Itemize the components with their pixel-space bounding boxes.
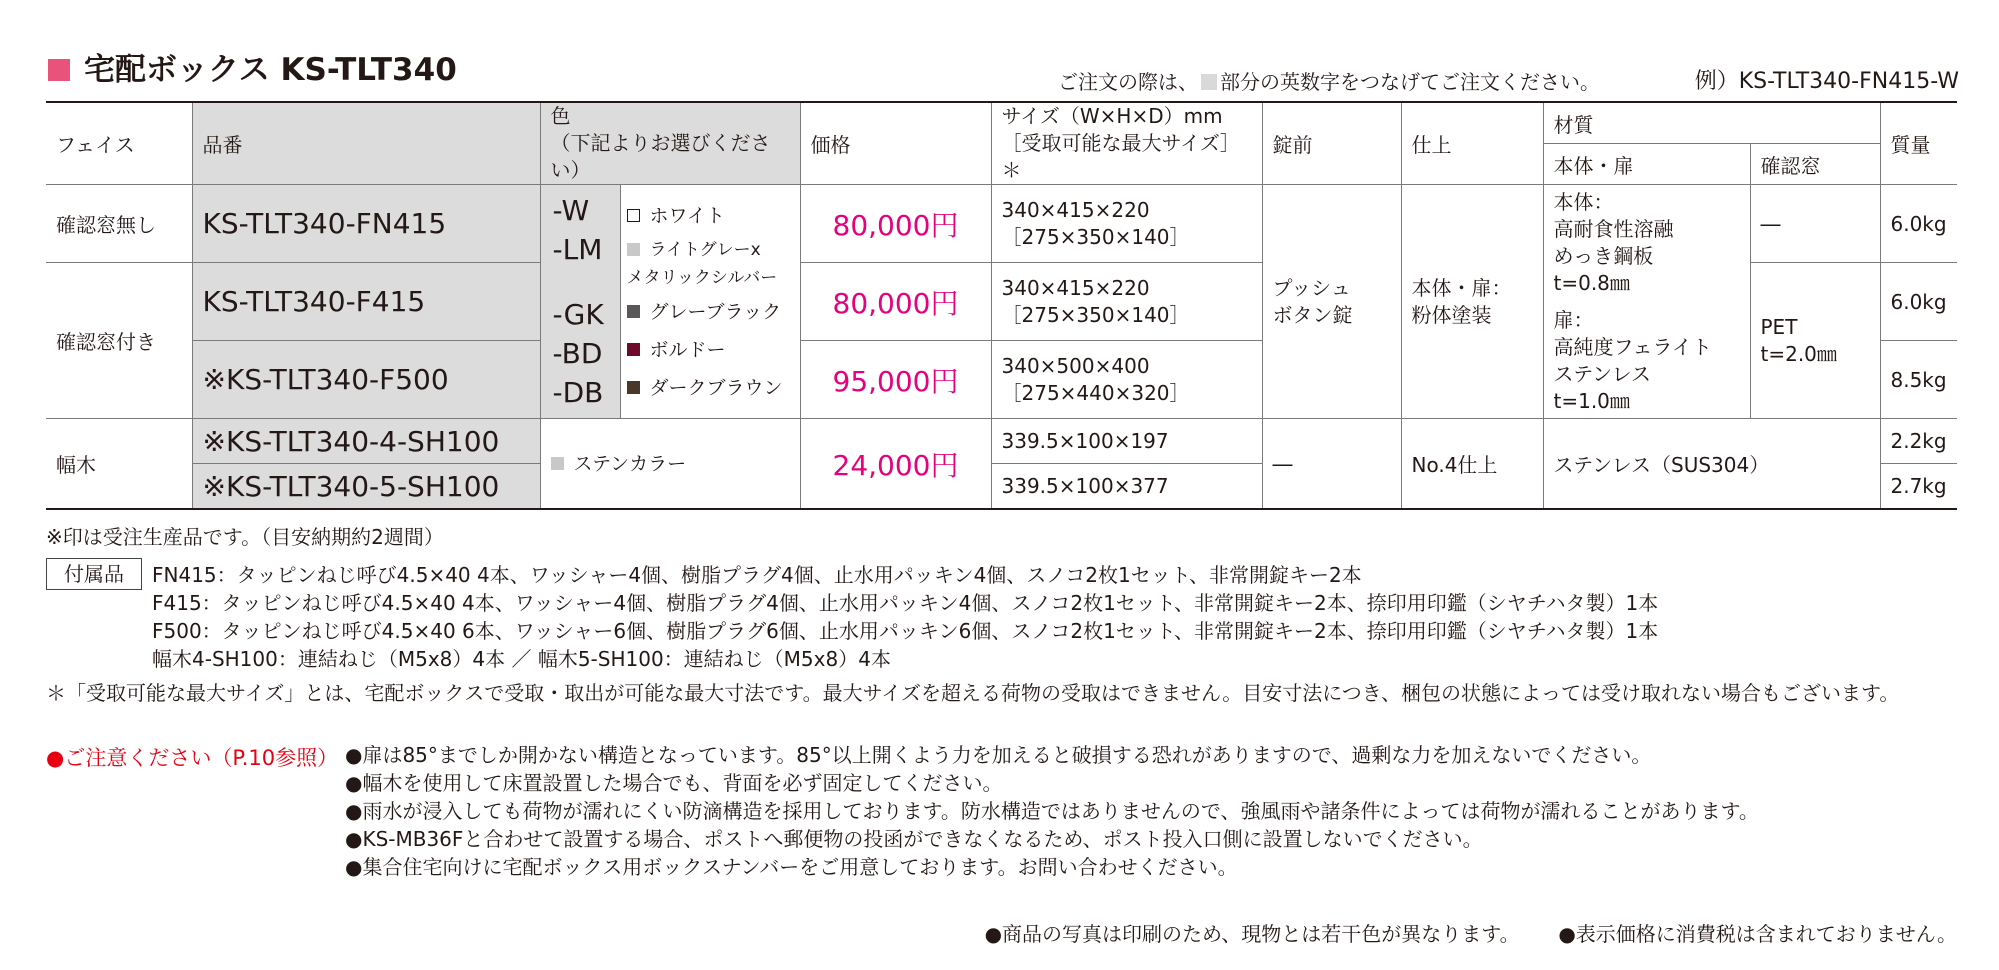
- color-label: ホワイト: [649, 204, 725, 227]
- color-swatch: [627, 343, 640, 356]
- color-code-db: -DB: [552, 376, 604, 409]
- item-no-5: ※KS-TLT340-5-SH100: [192, 464, 540, 510]
- lock-baseboard: ―: [1262, 419, 1401, 510]
- header-size-line1: サイズ（W×H×D）mm: [1001, 104, 1223, 128]
- accessory-label: 付属品: [46, 558, 142, 590]
- size-max: ［275×350×140］: [1001, 302, 1190, 327]
- accessory-line: F500：タッピンねじ呼び4.5×40 6本、ワッシャー6個、樹脂プラグ6個、止水用パッキン6個、スノコ2枚1セット、非常開錠キー2本、捺印用印鑑（シヤチハタ製）1本: [152, 619, 1659, 643]
- size-3: [991, 341, 1262, 419]
- color-label: グレーブラック: [649, 300, 782, 323]
- caution-label: ●ご注意ください（P.10参照）: [46, 746, 339, 770]
- body-material-line: めっき鋼板: [1553, 243, 1654, 268]
- accessory-list: [152, 561, 1658, 673]
- item-no-4: ※KS-TLT340-4-SH100: [192, 419, 540, 464]
- weight-3: 8.5kg: [1880, 341, 1957, 419]
- weight-4: 2.2kg: [1880, 419, 1957, 464]
- header-size-line2: ［受取可能な最大サイズ］＊: [1001, 131, 1240, 182]
- header-window: 確認窓: [1750, 144, 1880, 185]
- color-label: ライトグレーx: [649, 239, 761, 260]
- title-marker: [48, 59, 70, 81]
- window-material-line1: PET: [1760, 314, 1798, 339]
- order-note-pre: ご注文の際は、: [1058, 70, 1198, 94]
- title-text: 宅配ボックス KS-TLT340: [84, 52, 457, 88]
- finish-line2: 粉体塗装: [1411, 302, 1492, 327]
- caution-line: ●幅木を使用して床置設置した場合でも、背面を必ず固定してください。: [345, 771, 1003, 795]
- order-example: 例）KS-TLT340-FN415-W: [1694, 69, 1959, 94]
- color-code-bd: -BD: [552, 337, 603, 370]
- accessory-line: FN415：タッピンねじ呼び4.5×40 4本、ワッシャー4個、樹脂プラグ4個、止水用パッキン4個、スノコ2枚1セット、非常開錠キー2本: [152, 563, 1362, 587]
- header-size: [991, 102, 1262, 185]
- body-material-line: t=0.8㎜: [1553, 270, 1630, 295]
- caution-line: ●扉は85°までしか開かない構造となっています。85°以上開くよう力を加えると破損する恐れがありますので、過剰な力を加えないでください。: [345, 743, 1652, 767]
- header-item-no: 品番: [192, 102, 540, 185]
- body-material-line: 本体：: [1553, 189, 1614, 214]
- header-material: 材質: [1543, 102, 1880, 144]
- spec-table: [46, 101, 1957, 510]
- color-label: ダークブラウン: [649, 376, 783, 399]
- window-material-line2: t=2.0㎜: [1760, 341, 1837, 366]
- accessory-line: F415：タッピンねじ呼び4.5×40 4本、ワッシャー4個、樹脂プラグ4個、止水用パッキン4個、スノコ2枚1セット、非常開錠キー2本、捺印用印鑑（シヤチハタ製）1本: [152, 591, 1659, 615]
- header-price: 価格: [800, 102, 991, 185]
- color-list: [620, 185, 800, 419]
- color-darkbrown: [627, 377, 794, 399]
- header-finish: 仕上: [1401, 102, 1543, 185]
- price-2: 80,000円: [800, 263, 991, 341]
- header-lock: 錠前: [1262, 102, 1401, 185]
- color-code-w: -W: [552, 194, 590, 227]
- header-color-line1: 色: [550, 104, 571, 128]
- size-max: ［275×440×320］: [1001, 380, 1190, 405]
- window-material-pet: [1750, 263, 1880, 419]
- size-5: 339.5×100×377: [991, 464, 1262, 510]
- header-color-line2: （下記よりお選びください）: [550, 131, 771, 182]
- size-dim: 340×415×220: [1001, 275, 1150, 300]
- caution-list: [345, 741, 1759, 881]
- gray-marker: [1201, 74, 1217, 90]
- color-code-lm: -LM: [552, 233, 603, 266]
- face-baseboard: 幅木: [46, 419, 192, 510]
- bottom-notes: [985, 918, 1957, 947]
- weight-2: 6.0kg: [1880, 263, 1957, 341]
- color-swatch: [627, 305, 640, 318]
- order-note-post: 部分の英数字をつなげてご注文ください。: [1220, 70, 1600, 94]
- color-lightgray: [627, 239, 794, 261]
- made-to-order-note: ※印は受注生産品です。（目安納期約2週間）: [46, 525, 444, 549]
- size-1: [991, 185, 1262, 263]
- color-stain: [551, 453, 790, 475]
- order-note: [1058, 66, 1600, 95]
- color-swatch: [627, 381, 640, 394]
- window-material-none: ―: [1750, 185, 1880, 263]
- face-with-window: 確認窓付き: [46, 263, 192, 419]
- header-face: フェイス: [46, 102, 192, 185]
- face-no-window: 確認窓無し: [46, 185, 192, 263]
- item-no-2: KS-TLT340-F415: [192, 263, 540, 341]
- size-dim: 340×415×220: [1001, 197, 1150, 222]
- body-material-line: 高耐食性溶融: [1553, 216, 1674, 241]
- item-no-1: KS-TLT340-FN415: [192, 185, 540, 263]
- stain-color-cell: [540, 419, 800, 510]
- max-size-note: ＊「受取可能な最大サイズ」とは、宅配ボックスで受取・取出が可能な最大寸法です。最大サイズを超える荷物の受取はできません。目安寸法につき、梱包の状態によっては受け取れない場合もございます。: [46, 681, 1900, 705]
- lock-line2: ボタン錠: [1272, 302, 1353, 327]
- price-4: 24,000円: [800, 419, 991, 510]
- color-grayblack: [627, 301, 794, 323]
- weight-5: 2.7kg: [1880, 464, 1957, 510]
- body-material-cell: [1543, 185, 1750, 419]
- size-2: [991, 263, 1262, 341]
- color-swatch: [627, 243, 640, 256]
- color-white: [627, 205, 794, 227]
- color-bordeaux: [627, 339, 794, 361]
- header-weight: 質量: [1880, 102, 1957, 185]
- color-label: ボルドー: [649, 338, 726, 361]
- size-4: 339.5×100×197: [991, 419, 1262, 464]
- color-label: ステンカラー: [573, 452, 687, 475]
- price-1: 80,000円: [800, 185, 991, 263]
- caution-line: ●集合住宅向けに宅配ボックス用ボックスナンバーをご用意しております。お問い合わせください。: [345, 855, 1238, 879]
- color-code-gk: -GK: [552, 298, 604, 331]
- size-dim: 340×500×400: [1001, 353, 1150, 378]
- body-material-line: ステンレス: [1553, 361, 1651, 386]
- accessory-line: 幅木4-SH100：連結ねじ（M5x8）4本 ／ 幅木5-SH100：連結ねじ（M5x8）4本: [152, 647, 891, 671]
- color-swatch: [551, 457, 564, 470]
- lock-line1: プッシュ: [1272, 275, 1351, 300]
- material-baseboard: ステンレス（SUS304）: [1543, 419, 1880, 510]
- finish-line1: 本体・扉：: [1411, 275, 1512, 300]
- caution-line: ●雨水が浸入しても荷物が濡れにくい防滴構造を採用しております。防水構造ではありませんので、強風雨や諸条件によっては荷物が濡れることがあります。: [345, 799, 1759, 823]
- body-material-line: 扉：: [1553, 307, 1594, 332]
- caution-line: ●KS-MB36Fと合わせて設置する場合、ポストへ郵便物の投函ができなくなるため、ポスト投入口側に設置しないでください。: [345, 827, 1483, 851]
- tax-note: ●表示価格に消費税は含まれておりません。: [1558, 922, 1957, 946]
- size-max: ［275×350×140］: [1001, 224, 1190, 249]
- color-swatch: [627, 209, 640, 222]
- price-3: 95,000円: [800, 341, 991, 419]
- finish-baseboard: No.4仕上: [1401, 419, 1543, 510]
- color-lightgray-line2: メタリックシルバー: [626, 267, 778, 288]
- body-material-line: t=1.0㎜: [1553, 388, 1630, 413]
- header-color: [540, 102, 800, 185]
- finish-cell: [1401, 185, 1543, 419]
- page-title: [48, 44, 457, 89]
- photo-color-note: ●商品の写真は印刷のため、現物とは若干色が異なります。: [984, 922, 1520, 946]
- lock-cell: [1262, 185, 1401, 419]
- weight-1: 6.0kg: [1880, 185, 1957, 263]
- item-no-3: ※KS-TLT340-F500: [192, 341, 540, 419]
- body-material-line: 高純度フェライト: [1553, 334, 1712, 359]
- color-codes: [540, 185, 620, 419]
- header-body-door: 本体・扉: [1543, 144, 1750, 185]
